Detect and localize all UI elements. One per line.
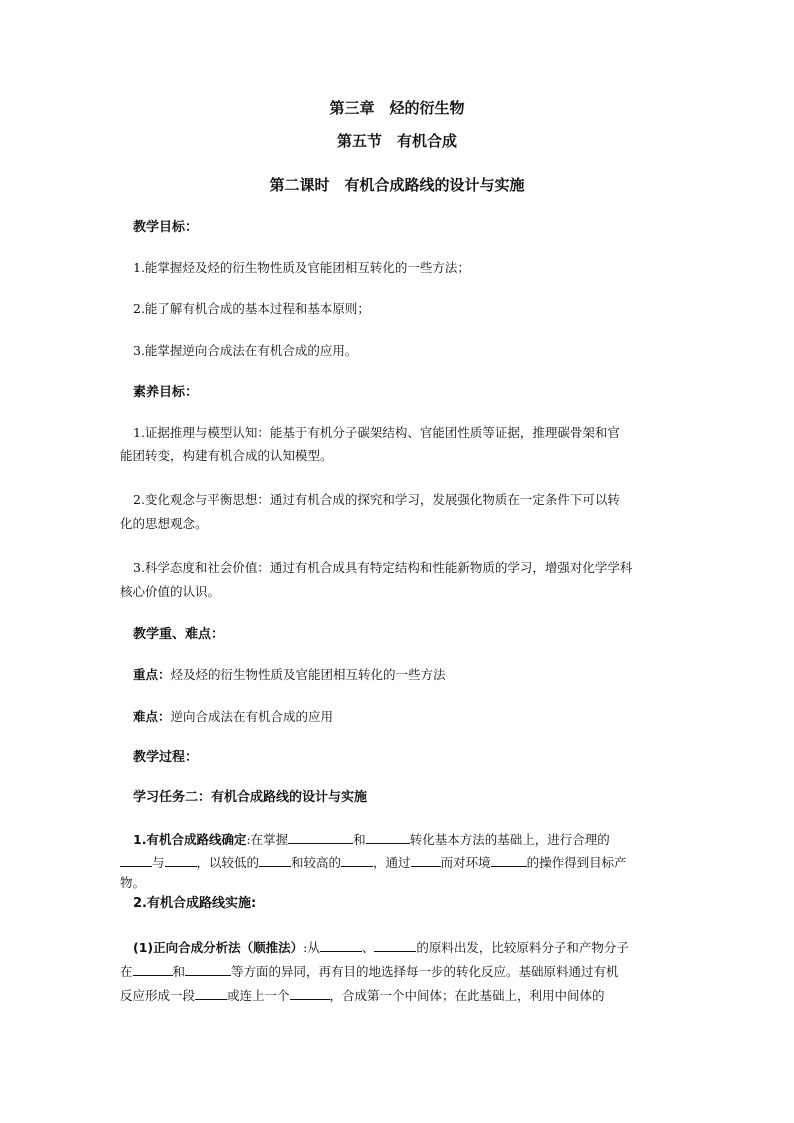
focus-line: [133, 665, 446, 683]
chapter-title: 第三章 烃的衍生物: [329, 99, 465, 117]
fill-blank[interactable]: [120, 854, 152, 867]
fill-blank[interactable]: [185, 963, 231, 976]
literacy-item-3-line-2: 核心价值的认识。: [120, 584, 221, 599]
text-fragment: 等方面的异同，再有目的地选择每一步的转化反应。基础原料通过有机: [231, 964, 619, 979]
text-fragment: 的操作得到目标产: [526, 855, 627, 870]
text-fragment: 和: [172, 964, 186, 979]
text-fragment: 转化基本方法的基础上，进行合理的: [409, 832, 610, 847]
route-implementation-label: 2.有机合成路线实施:: [133, 896, 257, 911]
process-heading: 教学过程：: [133, 750, 199, 765]
fill-blank[interactable]: [259, 854, 291, 867]
text-fragment: 与: [152, 855, 165, 870]
text-fragment: ，通过: [373, 855, 411, 870]
text-fragment: 而对环境: [440, 855, 491, 870]
text-fragment: :从: [303, 940, 320, 955]
objective-item: 3.能掌握逆向合成法在有机合成的应用。: [133, 343, 358, 358]
route-determination-label: 1.有机合成路线确定: [133, 832, 247, 847]
forward-synthesis-line-1: [133, 938, 629, 956]
fill-blank[interactable]: [165, 854, 197, 867]
objective-item: 1.能掌握烃及烃的衍生物性质及官能团相互转化的一些方法；: [133, 260, 470, 275]
fill-blank[interactable]: [290, 987, 330, 1000]
route-determination-line-3: 物。: [120, 875, 146, 890]
fill-blank[interactable]: [133, 963, 173, 976]
text-fragment: 在: [120, 964, 133, 979]
focus-text: 烃及烃的衍生物性质及官能团相互转化的一些方法: [170, 667, 446, 682]
text-fragment: 的原料出发，比较原料分子和产物分子: [416, 940, 629, 955]
literacy-item-1-line-2: 能团转变，构建有机合成的认知模型。: [120, 448, 333, 463]
learning-task-heading: 学习任务二：有机合成路线的设计与实施: [133, 790, 368, 805]
difficulty-label: 难点：: [133, 709, 171, 724]
route-determination-line-1: [133, 830, 610, 848]
key-points-heading: 教学重、难点：: [133, 627, 225, 642]
fill-blank[interactable]: [341, 854, 373, 867]
text-fragment: :在掌握: [246, 832, 289, 847]
text-fragment: 、: [361, 940, 375, 955]
fill-blank[interactable]: [366, 831, 410, 844]
text-fragment: 反应形成一段: [120, 988, 196, 1003]
forward-synthesis-line-2: [120, 962, 619, 980]
text-fragment: ，以较低的: [196, 855, 260, 870]
fill-blank[interactable]: [320, 939, 362, 952]
literacy-heading: 素养目标：: [133, 385, 199, 400]
route-determination-line-2: [120, 853, 627, 871]
text-fragment: 或连上一个: [227, 988, 290, 1003]
literacy-item-3-line-1: 3.科学态度和社会价值：通过有机合成具有特定结构和性能新物质的学习，增强对化学学科: [133, 560, 633, 575]
literacy-item-2-line-2: 化的思想观念。: [120, 516, 208, 531]
fill-blank[interactable]: [374, 939, 416, 952]
fill-blank[interactable]: [411, 854, 441, 867]
fill-blank[interactable]: [288, 831, 353, 844]
forward-synthesis-label: (1)正向合成分析法（顺推法）: [133, 940, 304, 955]
fill-blank[interactable]: [195, 987, 227, 1000]
focus-label: 重点：: [133, 667, 171, 682]
difficulty-text: 逆向合成法在有机合成的应用: [170, 709, 334, 724]
objectives-heading: 教学目标：: [133, 220, 199, 235]
forward-synthesis-line-3: [120, 986, 605, 1004]
literacy-item-1-line-1: 1.证据推理与模型认知：能基于有机分子碳架结构、官能团性质等证据，推理碳骨架和官: [133, 425, 620, 440]
text-fragment: ，合成第一个中间体；在此基础上，利用中间体的: [329, 988, 605, 1003]
text-fragment: 和: [353, 832, 366, 847]
section-title: 第五节 有机合成: [336, 132, 457, 150]
literacy-item-2-line-1: 2.变化观念与平衡思想：通过有机合成的探究和学习，发展强化物质在一定条件下可以转: [133, 492, 620, 507]
difficulty-line: [133, 707, 333, 725]
fill-blank[interactable]: [491, 854, 527, 867]
objective-item: 2.能了解有机合成的基本过程和基本原则；: [133, 301, 370, 316]
text-fragment: 和较高的: [291, 855, 342, 870]
lesson-title: 第二课时 有机合成路线的设计与实施: [269, 176, 525, 194]
